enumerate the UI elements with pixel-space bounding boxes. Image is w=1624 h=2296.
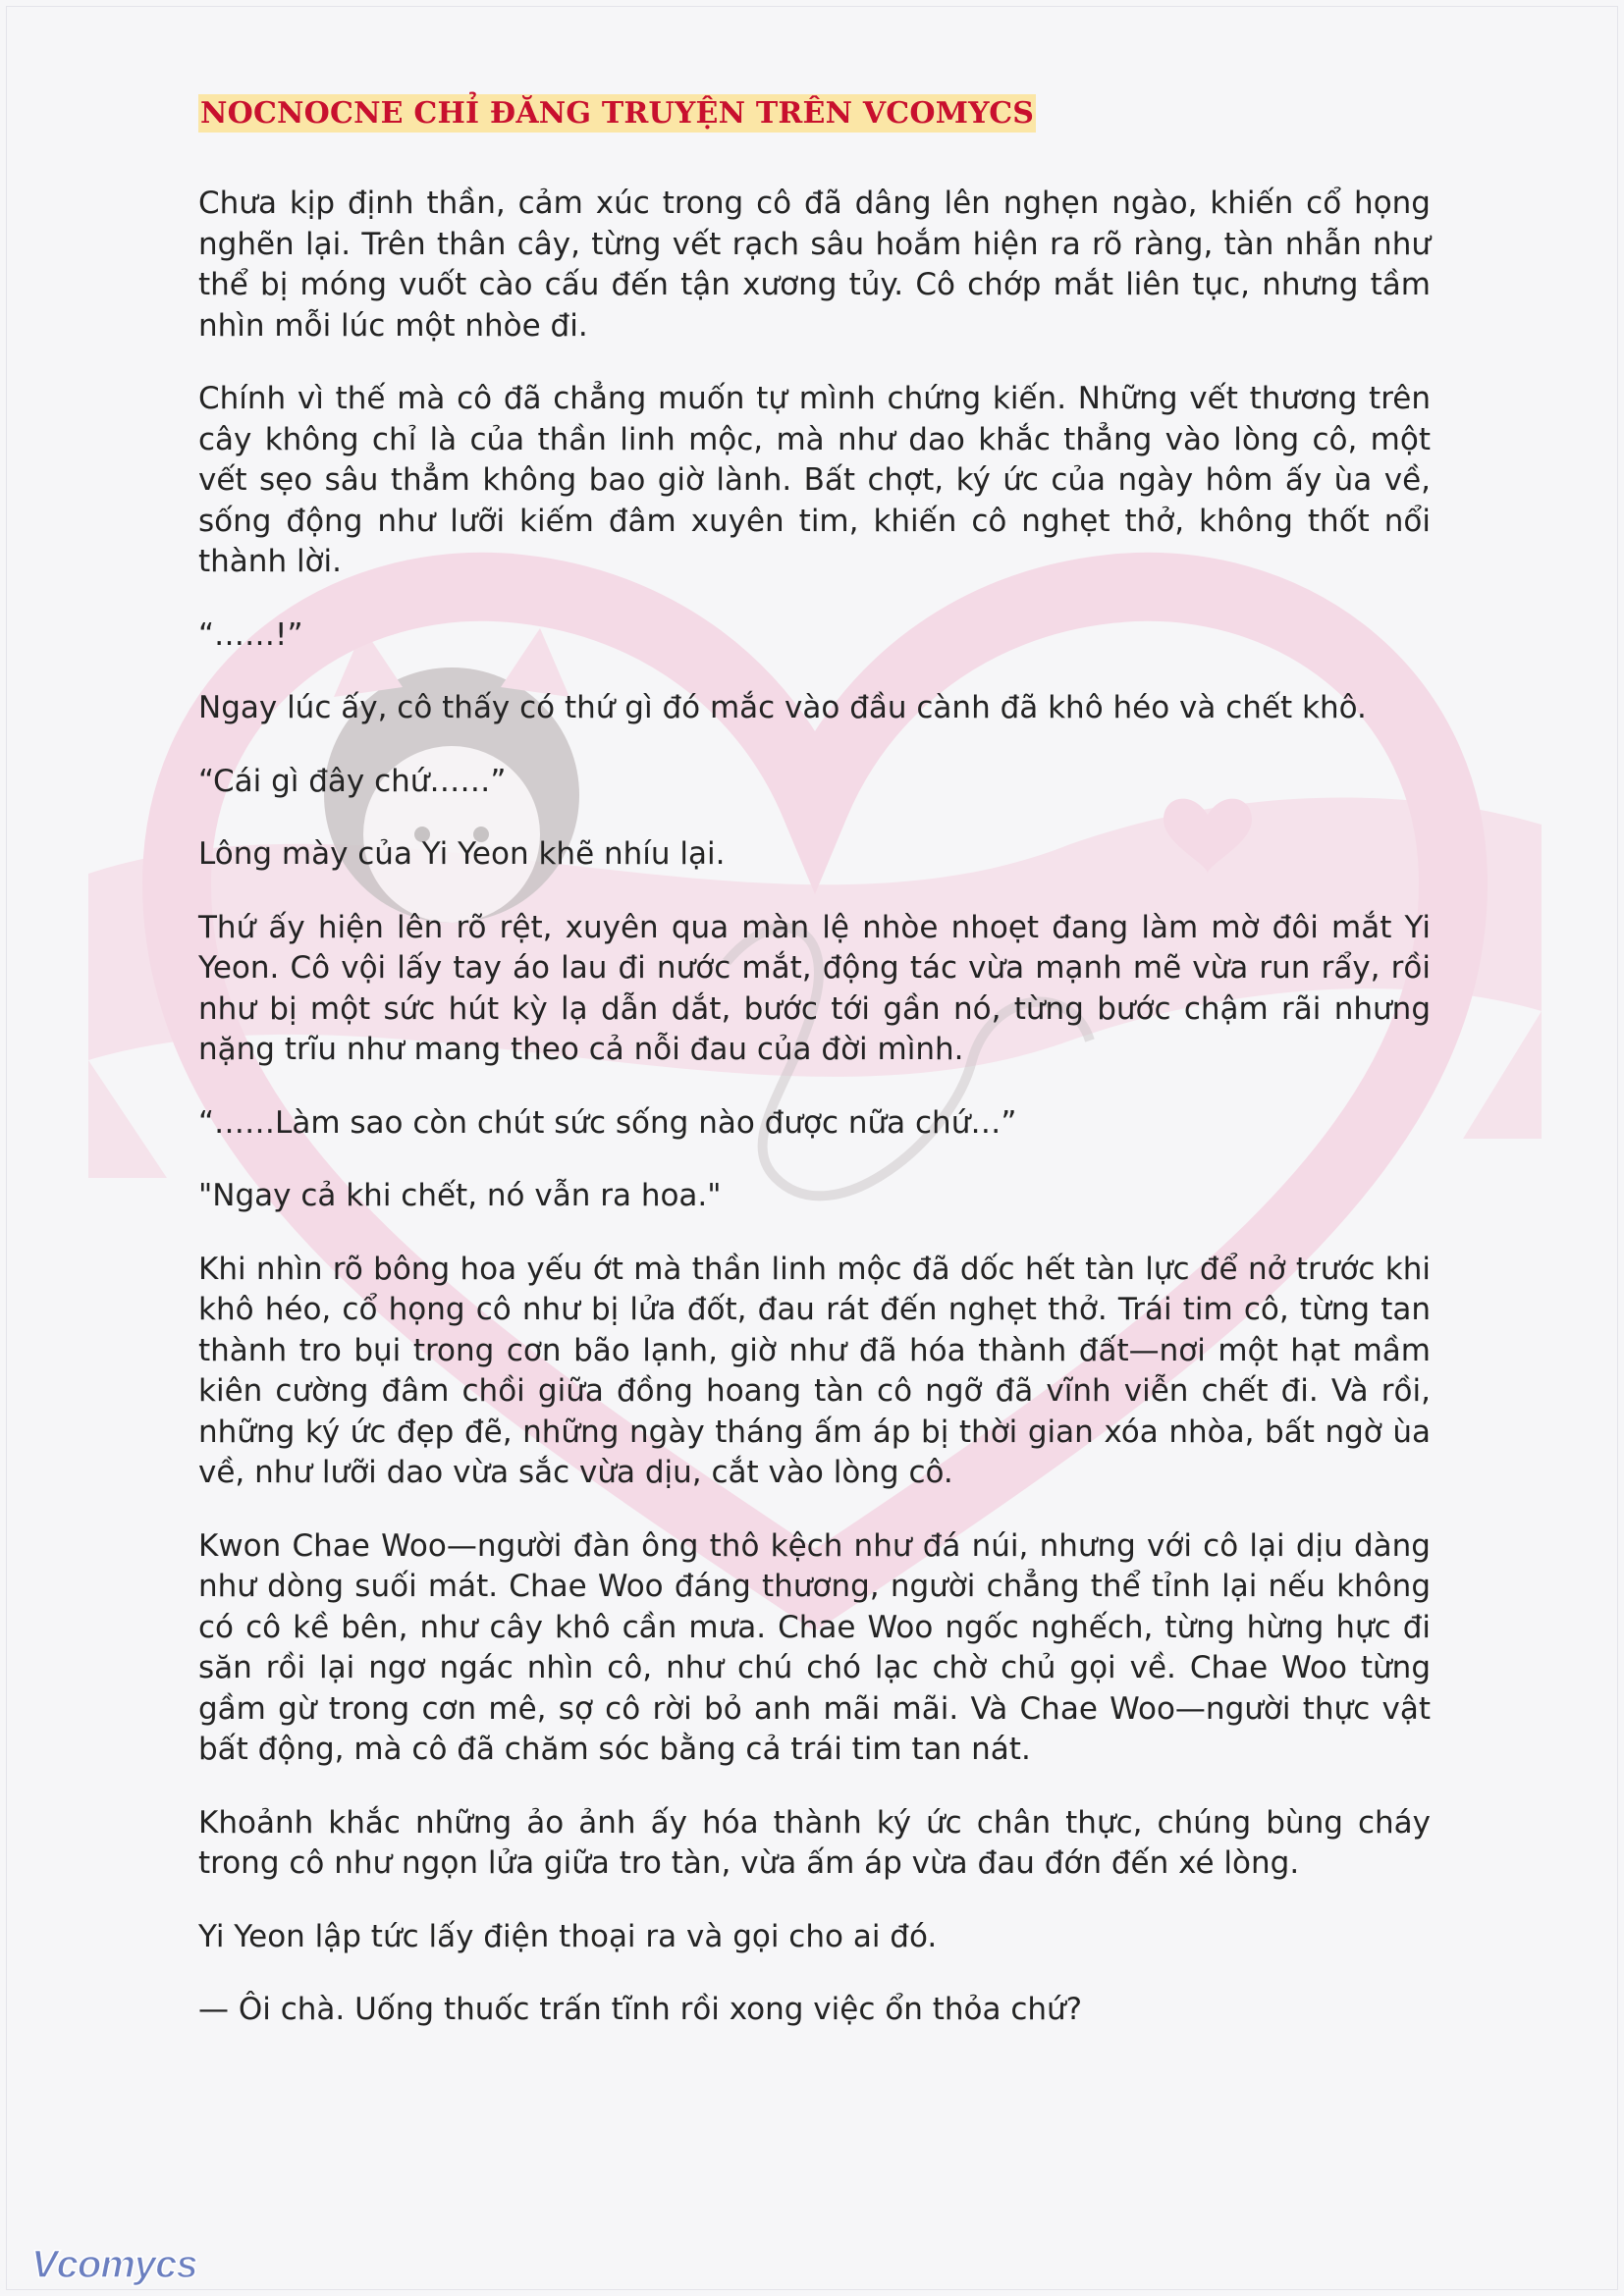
paragraph-9: "Ngay cả khi chết, nó vẫn ra hoa.": [198, 1178, 722, 1213]
paragraph-10: Khi nhìn rõ bông hoa yếu ớt mà thần linh mộc đã dốc hết tàn lực để nở trước khi khô héo, cổ họng cô như bị lửa đốt, đau rát đến nghẹt thở. Trái tim cô, từng tan thành tro bụi trong cơn bão lạnh, giờ như đã hóa thành đất—nơi một hạt mầm kiên cường đâm chồi giữa đồng hoang tàn cô ngỡ đã vĩnh viễn chết đi. Và rồi, những ký ức đẹp đẽ, những ngày tháng ấm áp bị thời gian xóa nhòa, bất ngờ ùa về, như lưỡi dao vừa sắc vừa dịu, cắt vào lòng cô.: [198, 1251, 1431, 1490]
paragraph-13: Yi Yeon lập tức lấy điện thoại ra và gọi cho ai đó.: [198, 1918, 938, 1954]
page-header-notice: NOCNOCNE CHỈ ĐĂNG TRUYỆN TRÊN VCOMYCS: [200, 96, 1035, 131]
paragraph-3: “……!”: [198, 616, 303, 653]
document-body: [198, 94, 1431, 2063]
paragraph-1: Chưa kịp định thần, cảm xúc trong cô đã dâng lên nghẹn ngào, khiến cổ họng nghẽn lại. Trên thân cây, từng vết rạch sâu hoắm hiện ra rõ ràng, tàn nhẫn như thể bị móng vuốt cào cấu đến tận xương tủy. Cô chớp mắt liên tục, nhưng tầm nhìn mỗi lúc một nhòe đi.: [198, 186, 1431, 344]
ribbon-tail-left: [88, 1060, 167, 1178]
paragraph-7: Thứ ấy hiện lên rõ rệt, xuyên qua màn lệ nhòe nhoẹt đang làm mờ đôi mắt Yi Yeon. Cô vội lấy tay áo lau đi nước mắt, động tác vừa mạnh mẽ vừa run rẩy, rồi như bị một sức hút kỳ lạ dẫn dắt, bước tới gần nó, từng bước chậm rãi nhưng nặng trĩu như mang theo cả nỗi đau của đời mình.: [198, 909, 1431, 1067]
paragraph-5: “Cái gì đây chứ……”: [198, 763, 507, 799]
ribbon-tail-right: [1463, 1011, 1542, 1139]
paragraph-8: “……Làm sao còn chút sức sống nào được nữa chứ…”: [198, 1104, 1017, 1141]
paragraph-4: Ngay lúc ấy, cô thấy có thứ gì đó mắc vào đầu cành đã khô héo và chết khô.: [198, 690, 1367, 725]
paragraph-12: Khoảnh khắc những ảo ảnh ấy hóa thành ký ức chân thực, chúng bùng cháy trong cô như ngọn lửa giữa tro tàn, vừa ấm áp vừa đau đớn đến xé lòng.: [198, 1804, 1431, 1881]
paragraph-11: Kwon Chae Woo—người đàn ông thô kệch như đá núi, nhưng với cô lại dịu dàng như dòng suối mát. Chae Woo đáng thương, người chẳng thể tỉnh lại nếu không có cô kề bên, như cây khô cần mưa. Chae Woo ngốc nghếch, từng hừng hực đi săn rồi lại ngơ ngác nhìn cô, như chú chó lạc chờ chủ gọi về. Chae Woo từng gầm gừ trong cơn mê, sợ cô rời bỏ anh mãi mãi. Và Chae Woo—người thực vật bất động, mà cô đã chăm sóc bằng cả trái tim tan nát.: [198, 1527, 1431, 1767]
paragraph-14: — Ôi chà. Uống thuốc trấn tĩnh rồi xong việc ổn thỏa chứ?: [198, 1992, 1083, 2027]
paragraph-2: Chính vì thế mà cô đã chẳng muốn tự mình chứng kiến. Những vết thương trên cây không chỉ là của thần linh mộc, mà như dao khắc thẳng vào lòng cô, một vết sẹo sâu thẳm không bao giờ lành. Bất chợt, ký ức của ngày hôm ấy ùa về, sống động như lưỡi kiếm đâm xuyên tim, khiến cô nghẹt thở, không thốt nổi thành lời.: [198, 381, 1431, 579]
paragraph-6: Lông mày của Yi Yeon khẽ nhíu lại.: [198, 836, 726, 872]
vcomycs-logo-text: Vcomycs: [31, 2243, 197, 2286]
vcomycs-logo: [27, 2238, 244, 2287]
